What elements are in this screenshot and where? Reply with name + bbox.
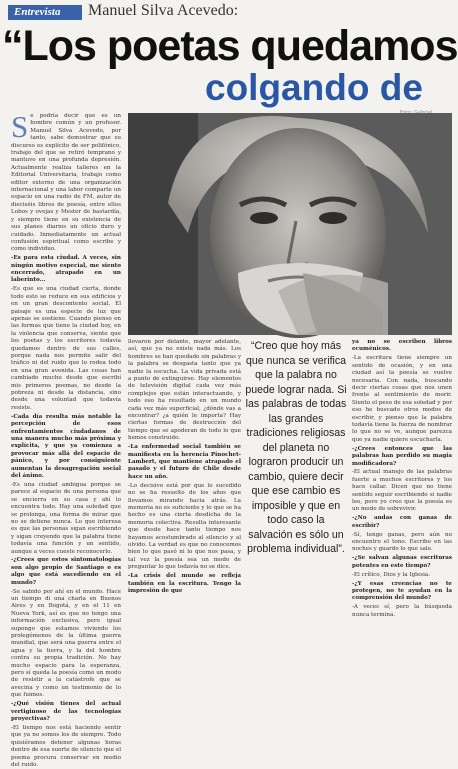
interview-question: -¿Crees que estos sintomatologías son algo propio de Santiago o es algo que está sucediendo en el mundo? [11,557,121,586]
section-kicker: Entrevista [8,5,82,20]
body-paragraph: -La escritura tiene siempre un sentido de ocasión, y en una ciudad así la poesía se vuelve necesaria. Con nada, buscando decir ciertas cosas que nos unen frente al sentimiento de morir. Siento el peso de esa soledad y por eso he buscado otros modos de escribir, y pienso que la palabra todavía tiene la fuerza de nombrar lo que no se ve, aunque parezca que ya nadie quiere escucharla. [352,355,452,443]
headline-line-2: colgando de [205,67,423,108]
interview-question: -Es para esta ciudad. A veces, sin ningún motivo especial, me siento encerrado, atrapado en un laberinto... [11,255,121,284]
interview-question: -Cada día resulta más notable la percepción de esos enfrentamientos ciudadanos de una manera mucho más próxima y explícita, y que ya comienza a provocar más allá del espacio de pánico, y por consiguiente aumentan la desagregación social del ánimo. [11,413,121,479]
interview-question: -¿Y esas creencias no te protegen, no te ayudan en la comprensión del mundo? [352,580,452,602]
body-paragraph: -Se sabido por ahí en el mundo. Hace un tiempo di una charla en Buenos Aires y en Bogotá, y en el 11 en Nueva York, así es que no tengo una información exclusiva, pero igual supongo que estamos viviendo los prolegómenos de la última guerra mundial, que será una guerra entre el agua y la tierra, y la del hombre contra su propia tradición. No hay mucho espacio para la esperanza, pero sí queda la poesía como un modo de resistir a la catástrofe que se avecina y como un testimonio de lo que fuimos. [11,588,121,699]
interviewee-byline: Manuel Silva Acevedo: [88,2,239,19]
interview-question: -¿Qué visión tienes del actual vertiginoso de las tecnologías proyectivas? [11,701,121,722]
body-paragraph: -El crítico, Dios y la Iglesia. [352,571,431,578]
article-column-1 [11,109,121,768]
pull-quote: “Creo que hoy más que nunca se verifica que la palabra no puede lograr nada. Si las palabras de todas las grandes tradiciones religiosas del planeta no lograron producir un cambio, quiere decir que ese cambio es imposible y que en todo caso la salvación es sólo un problema individual”. [245,340,347,555]
drop-cap: S [11,109,29,144]
body-paragraph: -El actual manejo de las palabras fuerte a muchos escritores y los hace callar. Dicen que no tiene sentido seguir escribiendo si nadie lee, pero yo creo que la poesía es un modo de sobrevivir. [352,469,452,513]
body-paragraph: -Lo decisivo está por que lo sucedido no se ha resuelto de los años que llevamos mirando hacia atrás. La memoria no es suficiente y lo que se ha hecho es una cierta desdicha de la memoria colectiva. Resulta interesante que desde hace tanto tiempo nos hayamos acostumbrado al silencio y al olvido. La verdad es que no conocemos bien lo que pasó ni lo que nos pasa, y tal vez la poesía sea un modo de preguntar lo que todavía no se dice. [128,482,241,571]
portrait-illustration [128,113,452,335]
interview-question: -La enfermedad social también se manifiesta en la herencia Pinochet-Lambert, que mantiene atrapado el pasado y el futuro de Chile desde hace un año. [128,444,241,480]
interview-question: -La crisis del mundo se refleja también en la escritura. Tengo la impresión de que [128,573,241,594]
article-column-4 [352,339,452,618]
interview-question: -¿Crees entonces que las palabras han perdido su magia modificadora? [352,445,452,467]
headline-line-1: “Los poetas quedamos [2,22,458,70]
body-paragraph: -A veces sí, pero la búsqueda nunca termina. [352,604,452,618]
interview-question: -¿No andas con ganas de escribir? [352,515,452,529]
body-paragraph: -Sí, tengo ganas, pero aún no encuentro el tono. Escribo en las noches y guardo lo que sale. [352,531,452,553]
interview-question: ya no se escriben libros ecuménicos. [352,339,452,353]
body-paragraph: -Es una ciudad ambigua porque se parece al espacio de una persona que se encierra en su casa y ahí lo encuentra todo. Hay una soledad que se prolonga, una forma de mirar que no se detiene nunca. Lo que interesa es que las personas sigan escribiendo y sigan creyendo que la palabra tiene todavía una función y un sentido, aunque a veces cueste reconocerlo. [11,481,121,555]
interview-question: -¿Se salvan algunas escrituras potentes en este tiempo? [352,555,452,569]
article-column-2 [128,339,241,597]
portrait-photo [128,113,452,335]
body-paragraph: -Es que es una ciudad cierta, donde todo esto se reduce en sus edificios y en un gran descontento social. El paisaje es una especie de luz que apenas se sostiene. Cuando pienso en las formas que tiene la ciudad hoy, en la violencia que conserva, siento que los poetas y los escritores todavía quedamos dentro de sus calles, porque nada nos permite salir del tráfico ni del ruido que lo rodea todo en una gran avenida. Las cosas han cambiado mucho desde que escribí mis primeros poemas, no desde la pobreza ni desde la distancia, sino desde una voluntad que todavía resiste. [11,286,121,411]
body-paragraph: llevaron por delante, mayor adelante, así, que ya no existe nada más. Los hombres se han quedado sin palabras y la palabra se desgasta tanto que ya nadie la escucha. La vida privada está a punto de extinguirse. Hay elementos de televisión digital cada vez más complejos que están interactuando, y todo eso ha resultado en un mundo cada vez más superficial, ¿dónde vas a encontrar? ¿a quién le importa? Hay ciertas formas de destrucción del tiempo que se apoderan de todo lo que hemos construido. [128,339,241,442]
body-paragraph: e podría decir que es un hombre común y un profesor. Manuel Silva Acevedo, por tanto, sabe demostrar que su discurso es explícito de ser polifónico, trabajo del que se retiró temprano y mantuvo en una profunda depresión. Actualmente realiza talleres en la Editorial Universitaria, trabajo como editor externo de una organización internacional y una labor comparte un espacio en una radio de FM, autor de dieciséis libros de poesía, entre ellos Lobos y ovejas y Mester de bastardía, y siempre tiene en su existencia de sus planes diarios un oficio duro y cuidado. Inmediatamente un actual confusión espiritual como escribe y como individuo. [11,113,121,253]
body-paragraph: -El tiempo nos está haciendo sentir que ya no somos los de siempre. Todo quisiéramos detener algunas horas dentro de esa suerte de silencio que el poema procura conservar en medio del ruido. [11,724,121,768]
